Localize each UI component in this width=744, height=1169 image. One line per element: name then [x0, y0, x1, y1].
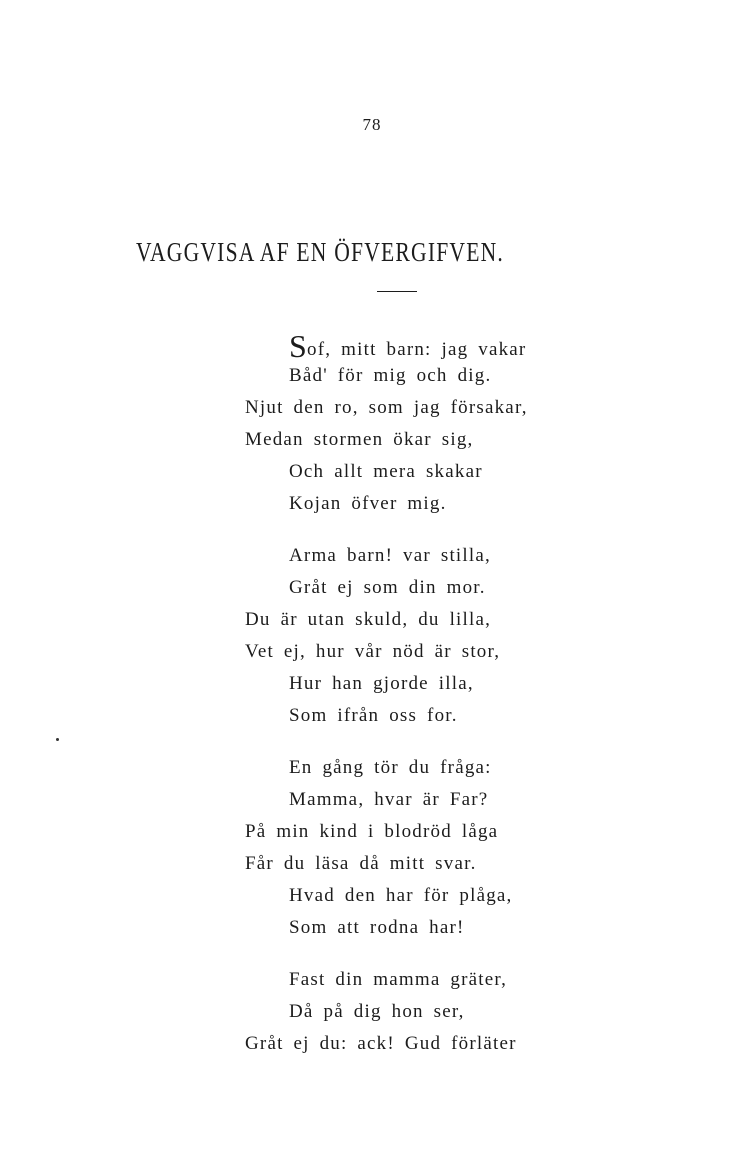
paper-speck	[56, 738, 59, 741]
poem-line: Kojan öfver mig.	[289, 493, 447, 514]
poem-line: Som att rodna har!	[289, 917, 465, 938]
poem-title: VAGGVISA AF EN ÖFVERGIFVEN.	[135, 237, 505, 267]
poem-line: Vet ej, hur vår nöd är stor,	[245, 641, 501, 662]
poem-line: Fast din mamma gräter,	[289, 969, 508, 990]
poem-line: Och allt mera skakar	[289, 461, 483, 482]
poem-line: Hur han gjorde illa,	[289, 673, 474, 694]
poem-line: Hvad den har för plåga,	[289, 885, 513, 906]
title-divider	[377, 291, 417, 292]
poem-line: Gråt ej som din mor.	[289, 577, 486, 598]
poem-line: Som ifrån oss for.	[289, 705, 458, 726]
poem-line: Njut den ro, som jag försakar,	[245, 397, 528, 418]
poem-line: Då på dig hon ser,	[289, 1001, 465, 1022]
poem-line: På min kind i blodröd låga	[245, 821, 499, 842]
page-number: 78	[362, 115, 382, 134]
poem-line: Arma barn! var stilla,	[289, 545, 491, 566]
poem-line-first	[289, 330, 526, 362]
poem-line: Båd' för mig och dig.	[289, 365, 492, 386]
first-line-text: of, mitt barn: jag vakar	[307, 339, 527, 360]
poem-line: Medan stormen ökar sig,	[245, 429, 474, 450]
poem-line: Får du läsa då mitt svar.	[245, 853, 477, 874]
poem-line: Mamma, hvar är Far?	[289, 789, 489, 810]
poem-line: Du är utan skuld, du lilla,	[245, 609, 492, 630]
drop-cap: S	[289, 328, 308, 364]
poem-line: Gråt ej du: ack! Gud förläter	[245, 1033, 517, 1054]
poem-line: En gång tör du fråga:	[289, 757, 492, 778]
